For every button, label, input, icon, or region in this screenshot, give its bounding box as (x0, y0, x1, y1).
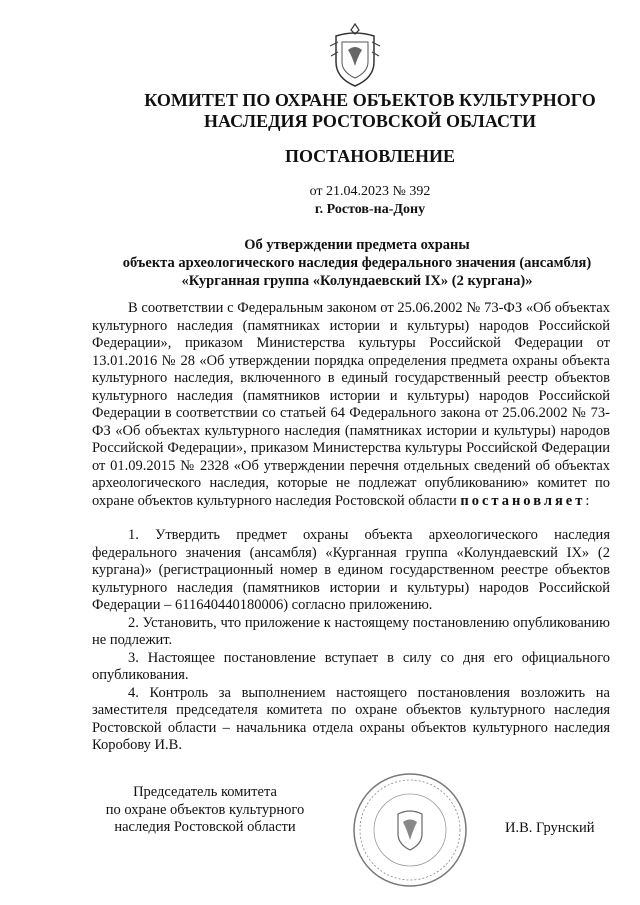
document-body (92, 300, 610, 755)
official-seal-icon (350, 770, 470, 890)
signatory-position-line1: Председатель комитета (133, 784, 277, 800)
signatory-name: И.В. Грунский (505, 820, 595, 836)
document-type: ПОСТАНОВЛЕНИЕ (284, 146, 456, 166)
document-subject (92, 236, 622, 290)
resolution-item-4: 4. Контроль за выполнением настоящего постановления возложить на заместителя председателя комитета по охране объектов культурного наследия Ростовской области – начальника отдела охраны объектов культурного наследия Коробову И.В. (92, 684, 610, 753)
preamble-text: В соответствии с Федеральным законом от 25.06.2002 № 73-ФЗ «Об объектах культурного наследия (памятниках истории и культуры) народов Российской Федерации», приказом Министерства культуры Российской Федерации от 13.01.2016 № 28 «Об утверждении порядка определения предмета охраны объекта культурного наследия, включенного в единый государственный реестр объектов культурного наследия (памятников истории и культуры) народов Российской Федерации в соответствии со статьей 64 Федерального закона от 25.06.2002 № 73-ФЗ «Об объектах культурного наследия (памятниках истории и культуры) народов Российской Федерации», приказом Министерства культуры Российской Федерации от 01.09.2015 № 2328 «Об утверждении перечня отдельных сведений об объектах археологического наследия, которые не подлежат опубликованию» комитет по охране объектов культурного наследия Ростовской области (92, 300, 610, 509)
resolution-item-3: 3. Настоящее постановление вступает в силу со дня его официального опубликования. (92, 649, 610, 683)
signatory-position (95, 784, 315, 837)
document-city: г. Ростов-на-Дону (314, 202, 426, 217)
subject-line2: объекта археологического наследия федерального значения (ансамбля) (122, 255, 592, 271)
organization-line2: НАСЛЕДИЯ РОСТОВСКОЙ ОБЛАСТИ (204, 111, 536, 131)
organization-name (110, 90, 630, 132)
resolution-item-1: 1. Утвердить предмет охраны объекта археологического наследия федерального значения (ансамбля) «Курганная группа «Колундаевский IX» (2 кургана)» (регистрационный номер в едином государственном реестре объектов культурного наследия (памятников истории и культуры) народов Российской Федерации – 611640440180006) согласно приложению. (92, 527, 610, 613)
decree-word: постановляет (460, 492, 586, 509)
organization-line1: КОМИТЕТ ПО ОХРАНЕ ОБЪЕКТОВ КУЛЬТУРНОГО (144, 90, 596, 110)
resolution-item-2: 2. Установить, что приложение к настоящему постановлению опубликованию не подлежит. (92, 614, 610, 648)
decree-colon: : (585, 492, 590, 509)
document-date-number: от 21.04.2023 № 392 (309, 184, 431, 199)
signatory-position-line3: наследия Ростовской области (114, 819, 296, 835)
coat-of-arms-icon (328, 22, 382, 88)
subject-line3: «Курганная группа «Колундаевский IX» (2 кургана)» (181, 273, 533, 289)
signatory-position-line2: по охране объектов культурного (105, 801, 305, 818)
preamble-paragraph (92, 300, 610, 510)
subject-line1: Об утверждении предмета охраны (244, 237, 470, 253)
